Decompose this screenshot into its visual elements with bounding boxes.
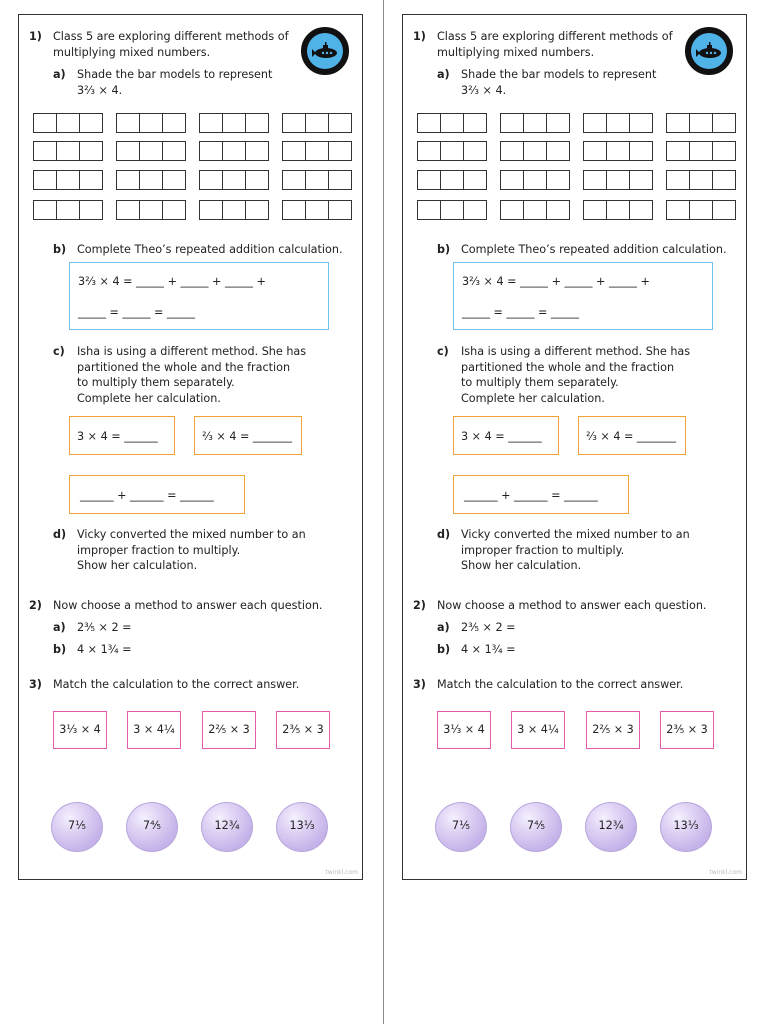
q1c-line2: partitioned the whole and the fraction — [461, 361, 675, 374]
isha-fraction-box — [578, 416, 686, 455]
bar-model[interactable] — [666, 170, 736, 190]
theo-calculation-box — [453, 262, 713, 330]
page-divider — [383, 0, 384, 1024]
bar-model[interactable] — [500, 141, 570, 161]
bar-model[interactable] — [583, 170, 653, 190]
worksheet-right — [402, 14, 747, 880]
q2b-label: b) — [437, 643, 451, 656]
q1a-label: a) — [437, 68, 450, 81]
q1c-line4: Complete her calculation. — [461, 392, 605, 405]
q1b-label: b) — [437, 243, 451, 256]
answer-value: 7⅕ — [452, 819, 470, 832]
q1-number: 1) — [29, 30, 42, 43]
bar-model[interactable] — [417, 141, 487, 161]
q1d-line2: improper fraction to multiply. — [77, 544, 241, 557]
q1d-line3: Show her calculation. — [461, 559, 582, 572]
answer-value: 7⅘ — [143, 819, 161, 832]
bar-model[interactable] — [417, 113, 487, 133]
bar-model[interactable] — [666, 200, 736, 220]
q1c-line2: partitioned the whole and the fraction — [77, 361, 291, 374]
bar-model[interactable] — [282, 141, 352, 161]
match-card[interactable]: 2⅖ × 3 — [202, 711, 256, 749]
q1c-label: c) — [437, 345, 449, 358]
q1a-expression: 3⅔ × 4. — [461, 84, 507, 97]
q2b-expression: 4 × 1¾ = — [77, 643, 132, 656]
answer-value: 12¾ — [214, 819, 240, 832]
theo-line1[interactable]: 3⅔ × 4 = _____ + _____ + _____ + — [78, 275, 266, 288]
q1a-label: a) — [53, 68, 66, 81]
bar-model[interactable] — [33, 141, 103, 161]
theo-line1[interactable]: 3⅔ × 4 = _____ + _____ + _____ + — [462, 275, 650, 288]
theo-line2[interactable]: _____ = _____ = _____ — [462, 306, 579, 319]
q2-number: 2) — [413, 599, 426, 612]
bar-model[interactable] — [116, 141, 186, 161]
bar-model[interactable] — [33, 113, 103, 133]
bar-model[interactable] — [33, 200, 103, 220]
q3-text: Match the calculation to the correct answer. — [53, 678, 300, 691]
theo-calculation-box — [69, 262, 329, 330]
isha-whole-calc[interactable]: 3 × 4 = ______ — [461, 430, 542, 443]
q1c-line3: to multiply them separately. — [77, 376, 235, 389]
isha-fraction-calc[interactable]: ⅔ × 4 = _______ — [586, 430, 677, 443]
q1a-text: Shade the bar models to represent — [461, 68, 657, 81]
bar-model[interactable] — [282, 170, 352, 190]
q2a-expression: 2⅗ × 2 = — [461, 621, 516, 634]
q3-number: 3) — [29, 678, 42, 691]
bar-model[interactable] — [666, 113, 736, 133]
answer-bubble[interactable] — [201, 802, 253, 852]
bar-model[interactable] — [417, 200, 487, 220]
q1c-label: c) — [53, 345, 65, 358]
match-card[interactable]: 3 × 4¼ — [511, 711, 565, 749]
q1c-line3: to multiply them separately. — [461, 376, 619, 389]
q1d-line3: Show her calculation. — [77, 559, 198, 572]
q2a-label: a) — [437, 621, 450, 634]
q3-text: Match the calculation to the correct answer. — [437, 678, 684, 691]
bar-model[interactable] — [500, 200, 570, 220]
q1-number: 1) — [413, 30, 426, 43]
bar-model[interactable] — [199, 170, 269, 190]
isha-total-box — [453, 475, 629, 514]
answer-value: 7⅘ — [527, 819, 545, 832]
answer-value: 7⅕ — [68, 819, 86, 832]
isha-whole-box — [69, 416, 175, 455]
bar-model[interactable] — [199, 113, 269, 133]
q1b-text: Complete Theo’s repeated addition calculation. — [77, 243, 343, 256]
q1-intro-line1: Class 5 are exploring different methods of — [437, 30, 673, 43]
match-card[interactable]: 3 × 4¼ — [127, 711, 181, 749]
bar-model[interactable] — [116, 170, 186, 190]
isha-whole-calc[interactable]: 3 × 4 = ______ — [77, 430, 158, 443]
answer-bubble[interactable] — [585, 802, 637, 852]
answer-bubble[interactable] — [435, 802, 487, 852]
q2b-label: b) — [53, 643, 67, 656]
match-card[interactable]: 3⅓ × 4 — [53, 711, 107, 749]
q1-intro-line2: multiplying mixed numbers. — [437, 46, 595, 59]
answer-bubble[interactable] — [51, 802, 103, 852]
isha-total-calc[interactable]: ______ + ______ = ______ — [80, 489, 214, 502]
answer-bubble[interactable] — [276, 802, 328, 852]
bar-model[interactable] — [583, 113, 653, 133]
bar-model[interactable] — [33, 170, 103, 190]
q2a-label: a) — [53, 621, 66, 634]
q1-intro-line2: multiplying mixed numbers. — [53, 46, 211, 59]
q2-number: 2) — [29, 599, 42, 612]
bar-model[interactable] — [282, 113, 352, 133]
match-card[interactable]: 2⅗ × 3 — [660, 711, 714, 749]
bar-model[interactable] — [199, 200, 269, 220]
q1c-line1: Isha is using a different method. She has — [77, 345, 307, 358]
q1c-line4: Complete her calculation. — [77, 392, 221, 405]
theo-line2[interactable]: _____ = _____ = _____ — [78, 306, 195, 319]
q1a-expression: 3⅔ × 4. — [77, 84, 123, 97]
q2b-expression: 4 × 1¾ = — [461, 643, 516, 656]
submarine-icon — [301, 27, 349, 75]
answer-bubble[interactable] — [510, 802, 562, 852]
q2-text: Now choose a method to answer each question. — [53, 599, 323, 612]
q2a-expression: 2⅗ × 2 = — [77, 621, 132, 634]
bar-model[interactable] — [583, 200, 653, 220]
worksheet-left — [18, 14, 363, 880]
isha-fraction-box — [194, 416, 302, 455]
bar-model[interactable] — [199, 141, 269, 161]
q3-number: 3) — [413, 678, 426, 691]
answer-value: 13⅓ — [673, 819, 699, 832]
q1d-line1: Vicky converted the mixed number to an — [77, 528, 306, 541]
q1b-label: b) — [53, 243, 67, 256]
match-card[interactable]: 3⅓ × 4 — [437, 711, 491, 749]
submarine-icon — [685, 27, 733, 75]
q1-intro-line1: Class 5 are exploring different methods of — [53, 30, 289, 43]
answer-bubble[interactable] — [126, 802, 178, 852]
answer-value: 13⅓ — [289, 819, 315, 832]
bar-model[interactable] — [583, 141, 653, 161]
isha-total-box — [69, 475, 245, 514]
answer-bubble[interactable] — [660, 802, 712, 852]
q1b-text: Complete Theo’s repeated addition calculation. — [461, 243, 727, 256]
q1d-label: d) — [53, 528, 67, 541]
bar-model[interactable] — [116, 200, 186, 220]
footer-brand: twinkl.com — [325, 869, 358, 876]
answer-value: 12¾ — [598, 819, 624, 832]
bar-model[interactable] — [282, 200, 352, 220]
isha-whole-box — [453, 416, 559, 455]
q1c-line1: Isha is using a different method. She has — [461, 345, 691, 358]
q1d-line2: improper fraction to multiply. — [461, 544, 625, 557]
bar-model[interactable] — [500, 170, 570, 190]
q1d-label: d) — [437, 528, 451, 541]
footer-brand: twinkl.com — [709, 869, 742, 876]
bar-model[interactable] — [417, 170, 487, 190]
isha-total-calc[interactable]: ______ + ______ = ______ — [464, 489, 598, 502]
bar-model[interactable] — [500, 113, 570, 133]
isha-fraction-calc[interactable]: ⅔ × 4 = _______ — [202, 430, 293, 443]
q2-text: Now choose a method to answer each question. — [437, 599, 707, 612]
match-card[interactable]: 2⅗ × 3 — [276, 711, 330, 749]
q1a-text: Shade the bar models to represent — [77, 68, 273, 81]
bar-model[interactable] — [666, 141, 736, 161]
bar-model[interactable] — [116, 113, 186, 133]
q1d-line1: Vicky converted the mixed number to an — [461, 528, 690, 541]
match-card[interactable]: 2⅖ × 3 — [586, 711, 640, 749]
